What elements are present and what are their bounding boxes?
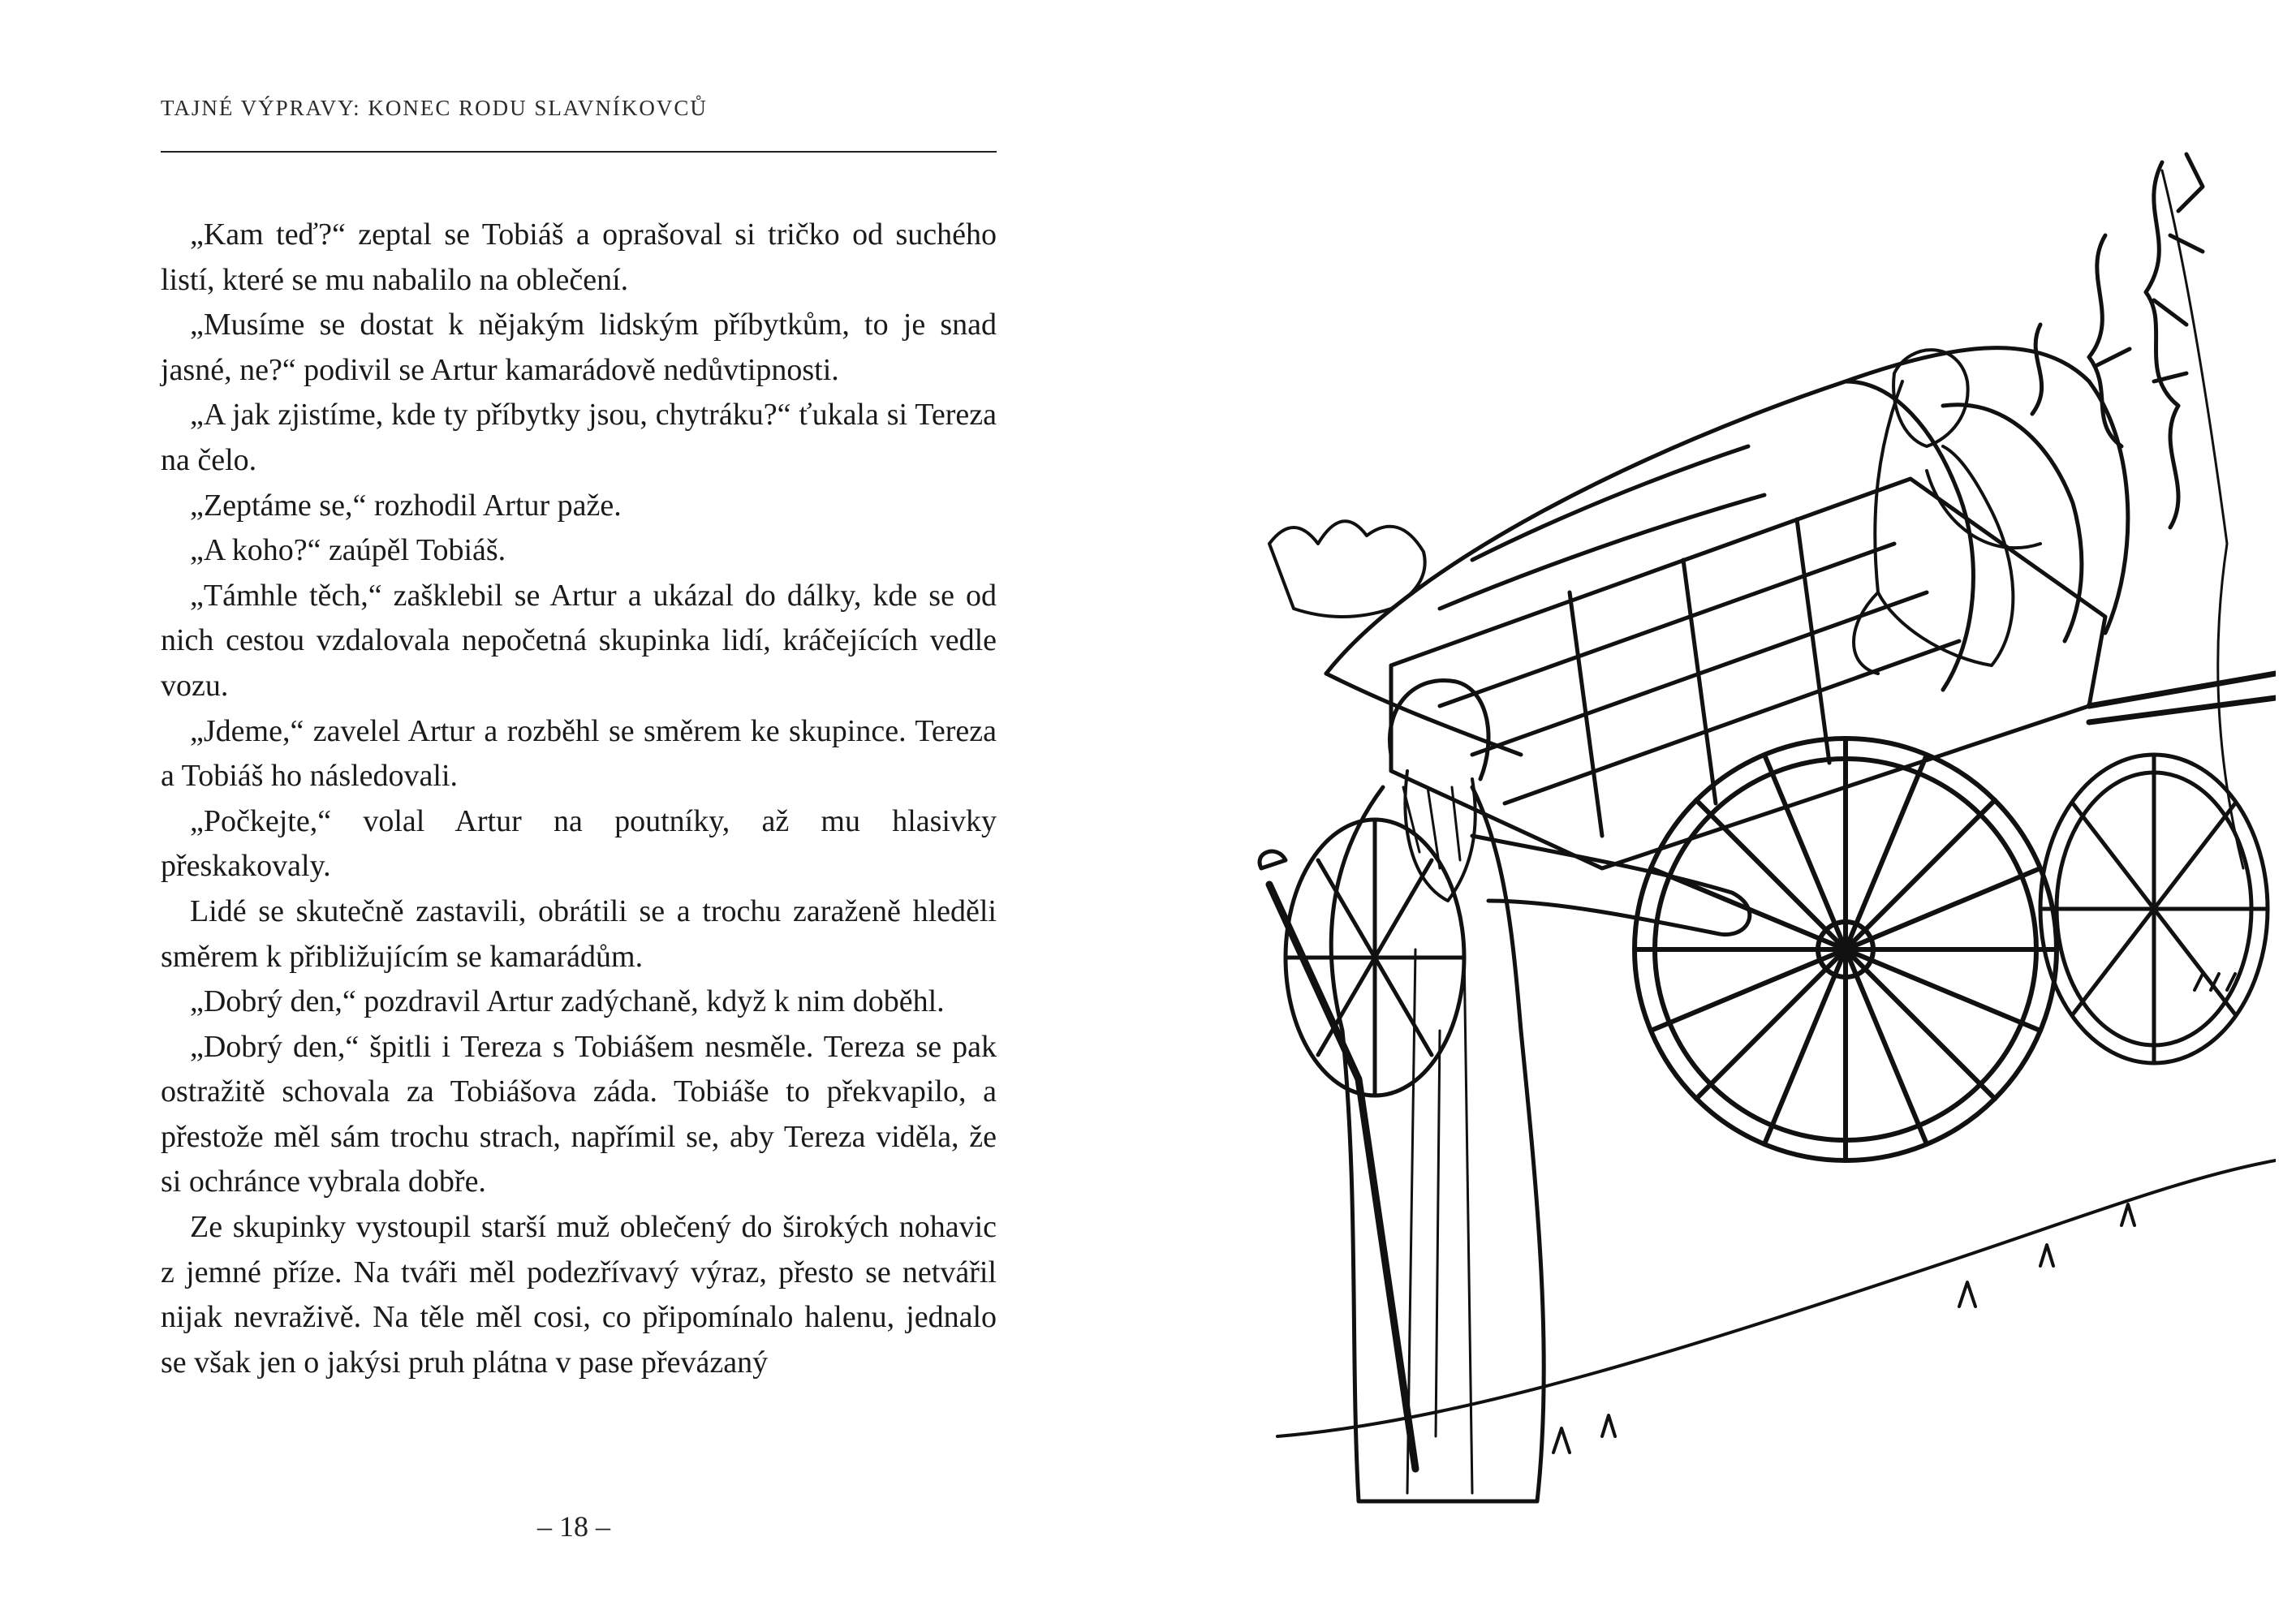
right-page (1148, 0, 2296, 1623)
paragraph: „Támhle těch,“ zašklebil se Artur a ukázal do dálky, kde se od nich cestou vzdalovala nepočetná skupinka lidí, kráčejících vedle vozu. (161, 578, 997, 703)
paragraph: „Jdeme,“ zavelel Artur a rozběhl se směrem ke skupince. Tereza a Tobiáš ho následovali. (161, 713, 997, 794)
paragraph: „Musíme se dostat k nějakým lidským příbytkům, to je snad jasné, ne?“ podivil se Artur kamarádově nedůvtipnosti. (161, 308, 997, 387)
paragraph: Lidé se skutečně zastavili, obrátili se a trochu zaraženě hleděli směrem k přibližujícím se kamarádům. (161, 893, 997, 974)
paragraph: „Dobrý den,“ pozdravil Artur zadýchaně, když k nim doběhl. (190, 984, 945, 1019)
body-text (161, 213, 997, 1385)
left-wheel (1286, 820, 1464, 1096)
paragraph: „Zeptáme se,“ rozhodil Artur paže. (190, 488, 622, 523)
rear-wheel (2040, 755, 2268, 1063)
running-head: TAJNÉ VÝPRAVY: KONEC RODU SLAVNÍKOVCŮ (161, 96, 708, 120)
paragraph: „Dobrý den,“ špitli i Tereza s Tobiášem nesměle. Tereza se pak ostražitě schovala za Tobiášova záda. Tobiáše to překvapilo, a přestože měl sám trochu strach, napřímil se, aby Tereza viděla, že si ochránce vybrala dobře. (161, 1029, 997, 1199)
wagon-illustration (1229, 138, 2276, 1534)
seated-woman (1854, 350, 2040, 674)
paragraph: „Počkejte,“ volal Artur na poutníky, až mu hlasivky přeskakovaly. (161, 803, 997, 884)
paragraph: „A jak zjistíme, kde ty příbytky jsou, chytráku?“ ťukala si Tereza na čelo. (161, 398, 997, 477)
paragraph: „Kam teď?“ zeptal se Tobiáš a oprašoval si tričko od suchého listí, které se mu nabalilo na oblečení. (161, 217, 997, 297)
paragraph: Ze skupinky vystoupil starší muž oblečený do širokých nohavic z jemné příze. Na tváři měl podezřívavý výraz, přesto se netvářil nijak nevraživě. Na těle měl cosi, co připomínalo halenu, jednalo se však jen o jakýsi pruh plátna v pase převázaný (161, 1210, 997, 1380)
ink-drawing (1229, 138, 2276, 1534)
page-number: – 18 – (537, 1510, 610, 1543)
header-rule (161, 151, 997, 153)
front-wheel (1635, 738, 2057, 1160)
paragraph: „A koho?“ zaúpěl Tobiáš. (190, 533, 506, 568)
